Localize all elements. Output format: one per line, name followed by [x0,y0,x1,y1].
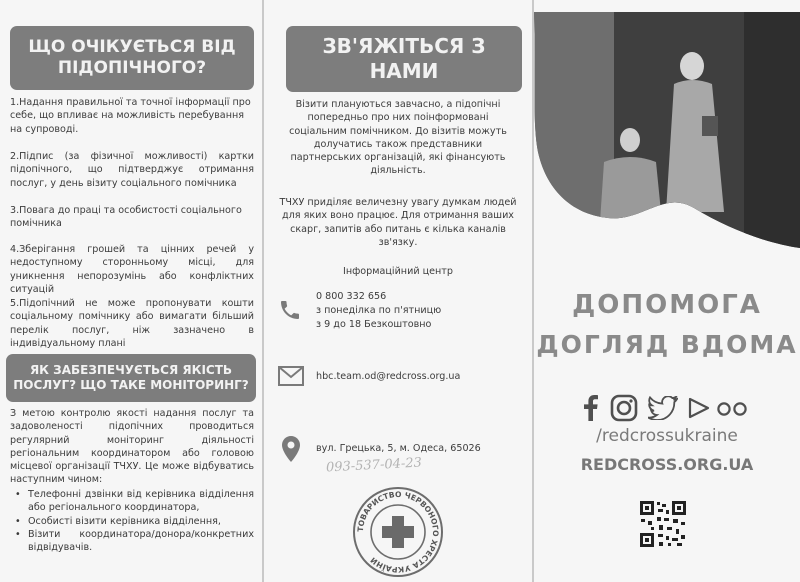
contact-heading: ЗВ'ЯЖІТЬСЯ З НАМИ [286,26,522,92]
list-item: • Особисті візити керівника відділення, [10,515,254,528]
flickr-icon[interactable] [716,402,748,416]
qr-code [639,500,687,548]
mail-icon [278,366,304,386]
expectation-item-1: 1.Надання правильної та точної інформації про себе, що впливає на можливість перебування на супроводі. [10,97,251,135]
feedback-paragraph: ТЧХУ приділяє величезну увагу думкам людей для яких воно працює. Для отримання ваших скарг, запитів або питань є кілька каналів зв'язку. [279,197,517,248]
facebook-icon[interactable] [584,395,598,421]
brochure-title-line1: ДОПОМОГА [572,290,762,320]
list-item: • Візити координатора/донора/конкретних відвідувачів. [10,528,254,555]
website-link[interactable]: REDCROSS.ORG.UA [580,455,754,474]
expectation-item-5: 5.Підопічний не може пропонувати кошти соціальному помічнику або вимагати більший перелік послуг, ніж зазначено в індивідуальному плані [10,298,254,349]
hours-time: з 9 до 18 Безкоштовно [316,319,432,330]
twitter-icon[interactable] [648,396,678,420]
monitoring-list [10,488,254,554]
youtube-icon[interactable] [688,397,710,419]
quality-text: З метою контролю якості надання послуг та задоволеності підопічних проводиться регулярний моніторинг діяльності регіональним координатором або головою місцевої організації ТЧХУ. Це може відбуватись наступним чином: [10,408,254,486]
hours-days: з понеділка по п'ятницю [316,305,442,316]
seal-text: ТОВАРИСТВО ЧЕРВОНОГО ХРЕСТА УКРАЇНИ [355,489,441,575]
handwritten-phone: 093-537-04-23 [325,455,423,476]
social-icons [584,393,754,421]
expectation-item-3: 3.Повага до праці та особистості соціального помічника [10,205,242,230]
expectation-item-2: 2.Підпис (за фізичної можливості) картки підопічного, що підтверджує отримання послуг, у день візиту соціального помічника [10,151,254,189]
phone-number[interactable]: 0 800 332 656 [316,291,387,302]
expectations-heading: ЩО ОЧІКУЄТЬСЯ ВІД ПІДОПІЧНОГО? [10,26,254,90]
instagram-icon[interactable] [610,394,638,422]
info-center-label: Інформаційний центр [343,266,453,277]
expectation-item-4: 4.Зберігання грошей та цінних речей у недоступному сторонньому місці, для уникнення непорозумінь або конфліктних ситуацій [10,244,254,295]
left-panel [0,0,262,582]
email-link[interactable]: hbc.team.od@redcross.org.ua [316,371,461,382]
phone-icon [278,298,302,322]
quality-heading: ЯК ЗАБЕЗПЕЧУЄТЬСЯ ЯКІСТЬ ПОСЛУГ? ЩО ТАКЕ МОНІТОРИНГ? [6,354,256,402]
brochure-title-line2: ДОГЛЯД ВДОМА [536,330,798,359]
red-cross-seal [352,486,444,578]
visits-paragraph: Візити плануються завчасно, а підопічні попередньо про них поінформовані соціальним помічником. До візитів можуть долучатись також представники партнерських організацій, які фінансують діяльність. [289,99,507,177]
location-pin-icon [282,436,300,462]
address: вул. Грецька, 5, м. Одеса, 65026 [316,443,481,454]
social-handle[interactable]: /redcrossukraine [596,426,738,446]
middle-panel [264,0,532,582]
list-item: • Телефонні дзвінки від керівника відділення або регіонального координатора, [10,488,254,515]
caregiver-photo [534,12,800,248]
